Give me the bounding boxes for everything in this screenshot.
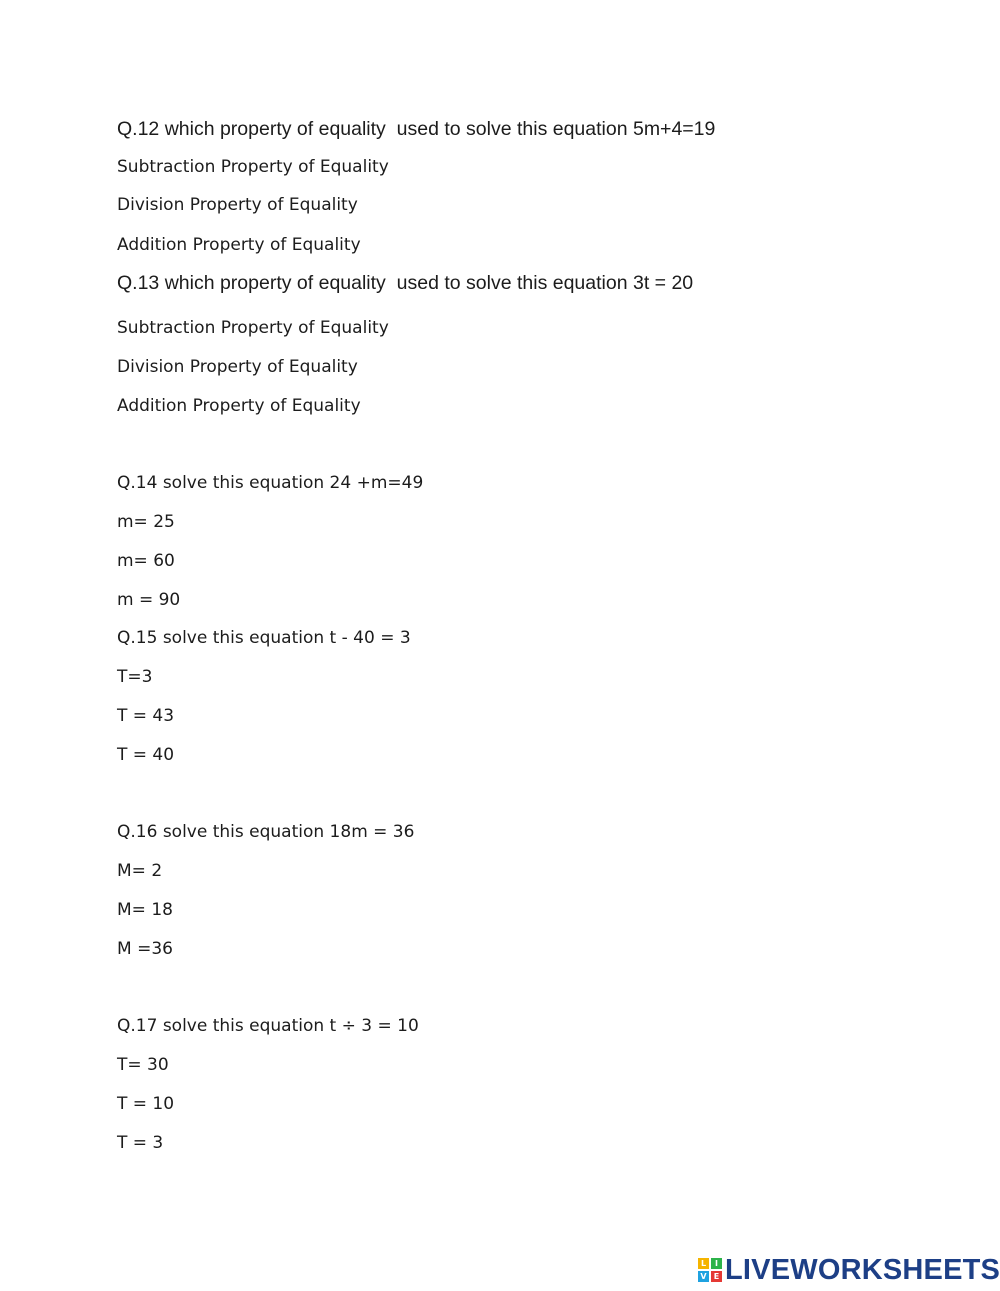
question-16-option-a[interactable]: M= 2 <box>117 861 163 881</box>
question-13-option-b[interactable]: Division Property of Equality <box>117 357 358 377</box>
logo-text: LIVEWORKSHEETS <box>725 1253 1000 1286</box>
question-12-option-a[interactable]: Subtraction Property of Equality <box>117 157 389 177</box>
question-12-option-c[interactable]: Addition Property of Equality <box>117 235 361 255</box>
question-15-option-b[interactable]: T = 43 <box>117 706 175 726</box>
logo-block-i: I <box>711 1258 722 1269</box>
question-13-option-c[interactable]: Addition Property of Equality <box>117 396 361 416</box>
question-17-option-c[interactable]: T = 3 <box>117 1133 164 1153</box>
question-14-prompt: Q.14 solve this equation 24 +m=49 <box>117 473 424 493</box>
question-15-option-c[interactable]: T = 40 <box>117 745 175 765</box>
question-15-option-a[interactable]: T=3 <box>117 667 153 687</box>
question-17-option-b[interactable]: T = 10 <box>117 1094 175 1114</box>
question-13-option-a[interactable]: Subtraction Property of Equality <box>117 318 389 338</box>
question-17-prompt: Q.17 solve this equation t ÷ 3 = 10 <box>117 1016 419 1036</box>
question-15-prompt: Q.15 solve this equation t - 40 = 3 <box>117 628 411 648</box>
question-16-option-b[interactable]: M= 18 <box>117 900 173 920</box>
question-13-prompt: Q.13 which property of equality used to solve this equation 3t = 20 <box>117 272 694 294</box>
question-12-prompt: Q.12 which property of equality used to solve this equation 5m+4=19 <box>117 118 716 140</box>
logo-block-v: V <box>698 1271 709 1282</box>
logo-block-l: L <box>698 1258 709 1269</box>
logo-block-e: E <box>711 1271 722 1282</box>
question-16-option-c[interactable]: M =36 <box>117 939 173 959</box>
question-14-option-c[interactable]: m = 90 <box>117 590 181 610</box>
liveworksheets-logo <box>698 1255 1000 1285</box>
logo-blocks-icon <box>698 1258 722 1282</box>
question-16-prompt: Q.16 solve this equation 18m = 36 <box>117 822 415 842</box>
question-14-option-b[interactable]: m= 60 <box>117 551 175 571</box>
question-12-option-b[interactable]: Division Property of Equality <box>117 195 358 215</box>
question-14-option-a[interactable]: m= 25 <box>117 512 175 532</box>
question-17-option-a[interactable]: T= 30 <box>117 1055 169 1075</box>
